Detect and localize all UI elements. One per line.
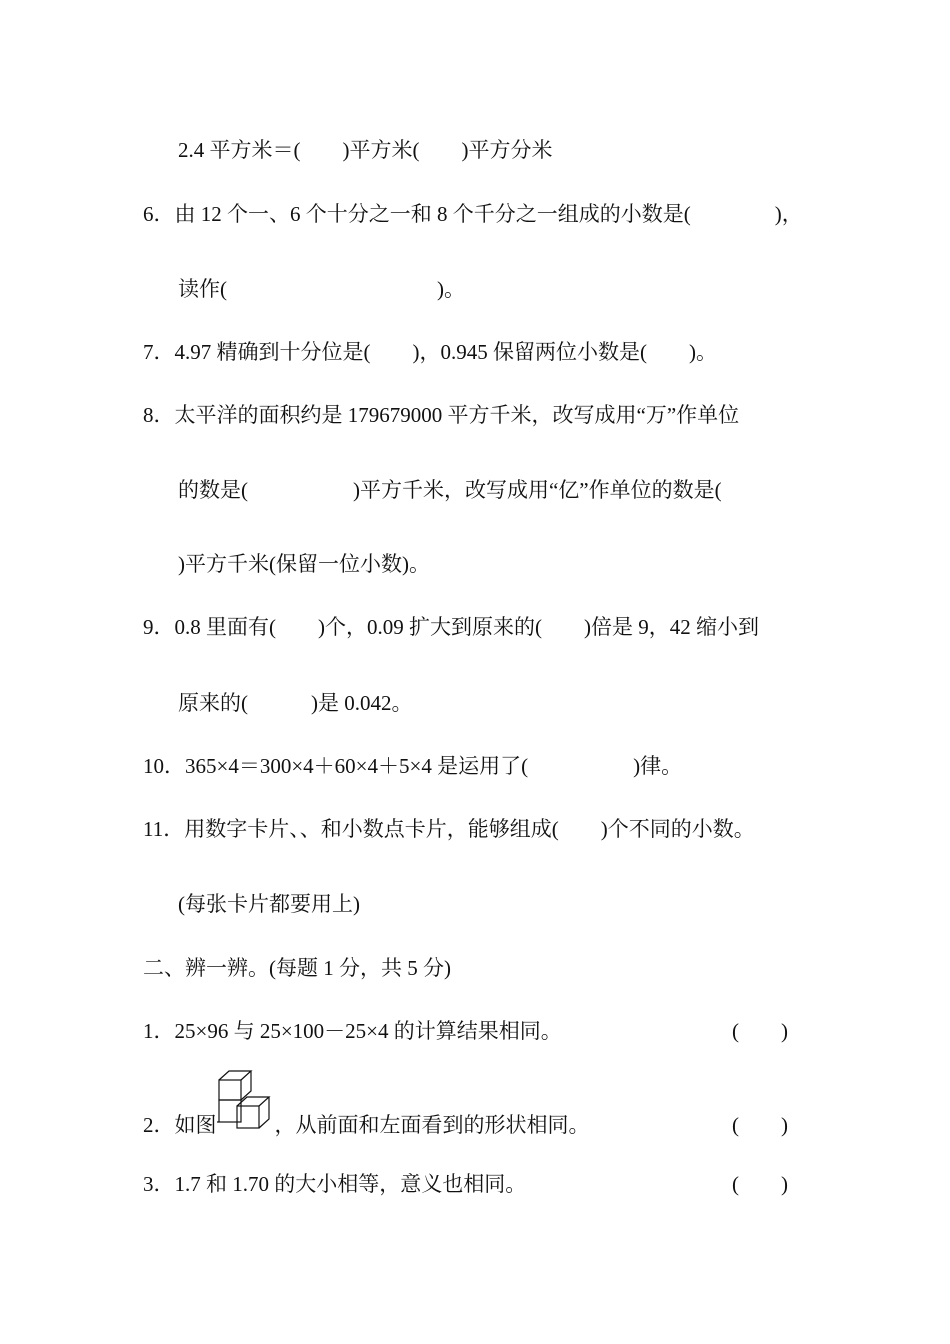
- question-text: 1.7 和 1.70 的大小相等，意义也相同。: [174, 1172, 527, 1196]
- question-number: 11．: [143, 817, 185, 841]
- answer-parentheses: ( ): [732, 1113, 788, 1137]
- question-text: 365×4＝300×4＋60×4＋5×4 是运用了( )律。: [185, 754, 683, 778]
- question-8-line-1: [143, 401, 739, 429]
- question-text-continued: ，从前面和左面看到的形状相同。: [274, 1113, 590, 1137]
- question-6-line-2: 读作( )。: [178, 277, 465, 301]
- question-7: [143, 338, 717, 366]
- unit-conversion-line: 2.4 平方米＝( )平方米( )平方分米: [178, 138, 553, 162]
- question-10: [143, 752, 682, 780]
- judgement-2: [143, 1111, 590, 1143]
- answer-parentheses: ( ): [732, 1019, 788, 1043]
- question-text: 由 12 个一、6 个十分之一和 8 个千分之一组成的小数是( )，: [174, 202, 803, 226]
- question-text: 用数字卡片、、和小数点卡片，能够组成( )个不同的小数。: [184, 817, 755, 841]
- question-text: 4.97 精确到十分位是( )，0.945 保留两位小数是( )。: [174, 340, 717, 364]
- judgement-3: [143, 1170, 526, 1198]
- question-11-line-2: (每张卡片都要用上): [178, 892, 360, 916]
- question-text: 太平洋的面积约是 179679000 平方千米，改写成用“万”作单位: [174, 403, 740, 427]
- question-text: 如图: [174, 1113, 217, 1137]
- section-2-heading: 二、辨一辨。(每题 1 分，共 5 分): [143, 956, 451, 980]
- question-11-line-1: [143, 815, 755, 843]
- judgement-1: [143, 1017, 562, 1045]
- stacked-cubes-icon: [217, 1112, 275, 1143]
- question-number: 3．: [143, 1172, 175, 1196]
- answer-parentheses: ( ): [732, 1172, 788, 1196]
- question-8-line-3: )平方千米(保留一位小数)。: [178, 552, 430, 576]
- question-6-line-1: [143, 200, 803, 228]
- question-number: 1．: [143, 1019, 175, 1043]
- question-text: 25×96 与 25×100－25×4 的计算结果相同。: [174, 1019, 562, 1043]
- question-number: 6．: [143, 202, 175, 226]
- question-9-line-2: 原来的( )是 0.042。: [178, 691, 413, 715]
- question-number: 9．: [143, 615, 175, 639]
- question-number: 8．: [143, 403, 175, 427]
- question-8-line-2: 的数是( )平方千米，改写成用“亿”作单位的数是(: [178, 478, 722, 502]
- question-number: 10．: [143, 754, 185, 778]
- question-number: 2．: [143, 1113, 175, 1137]
- question-number: 7．: [143, 340, 175, 364]
- question-text: 0.8 里面有( )个，0.09 扩大到原来的( )倍是 9，42 缩小到: [174, 615, 759, 639]
- question-9-line-1: [143, 613, 759, 641]
